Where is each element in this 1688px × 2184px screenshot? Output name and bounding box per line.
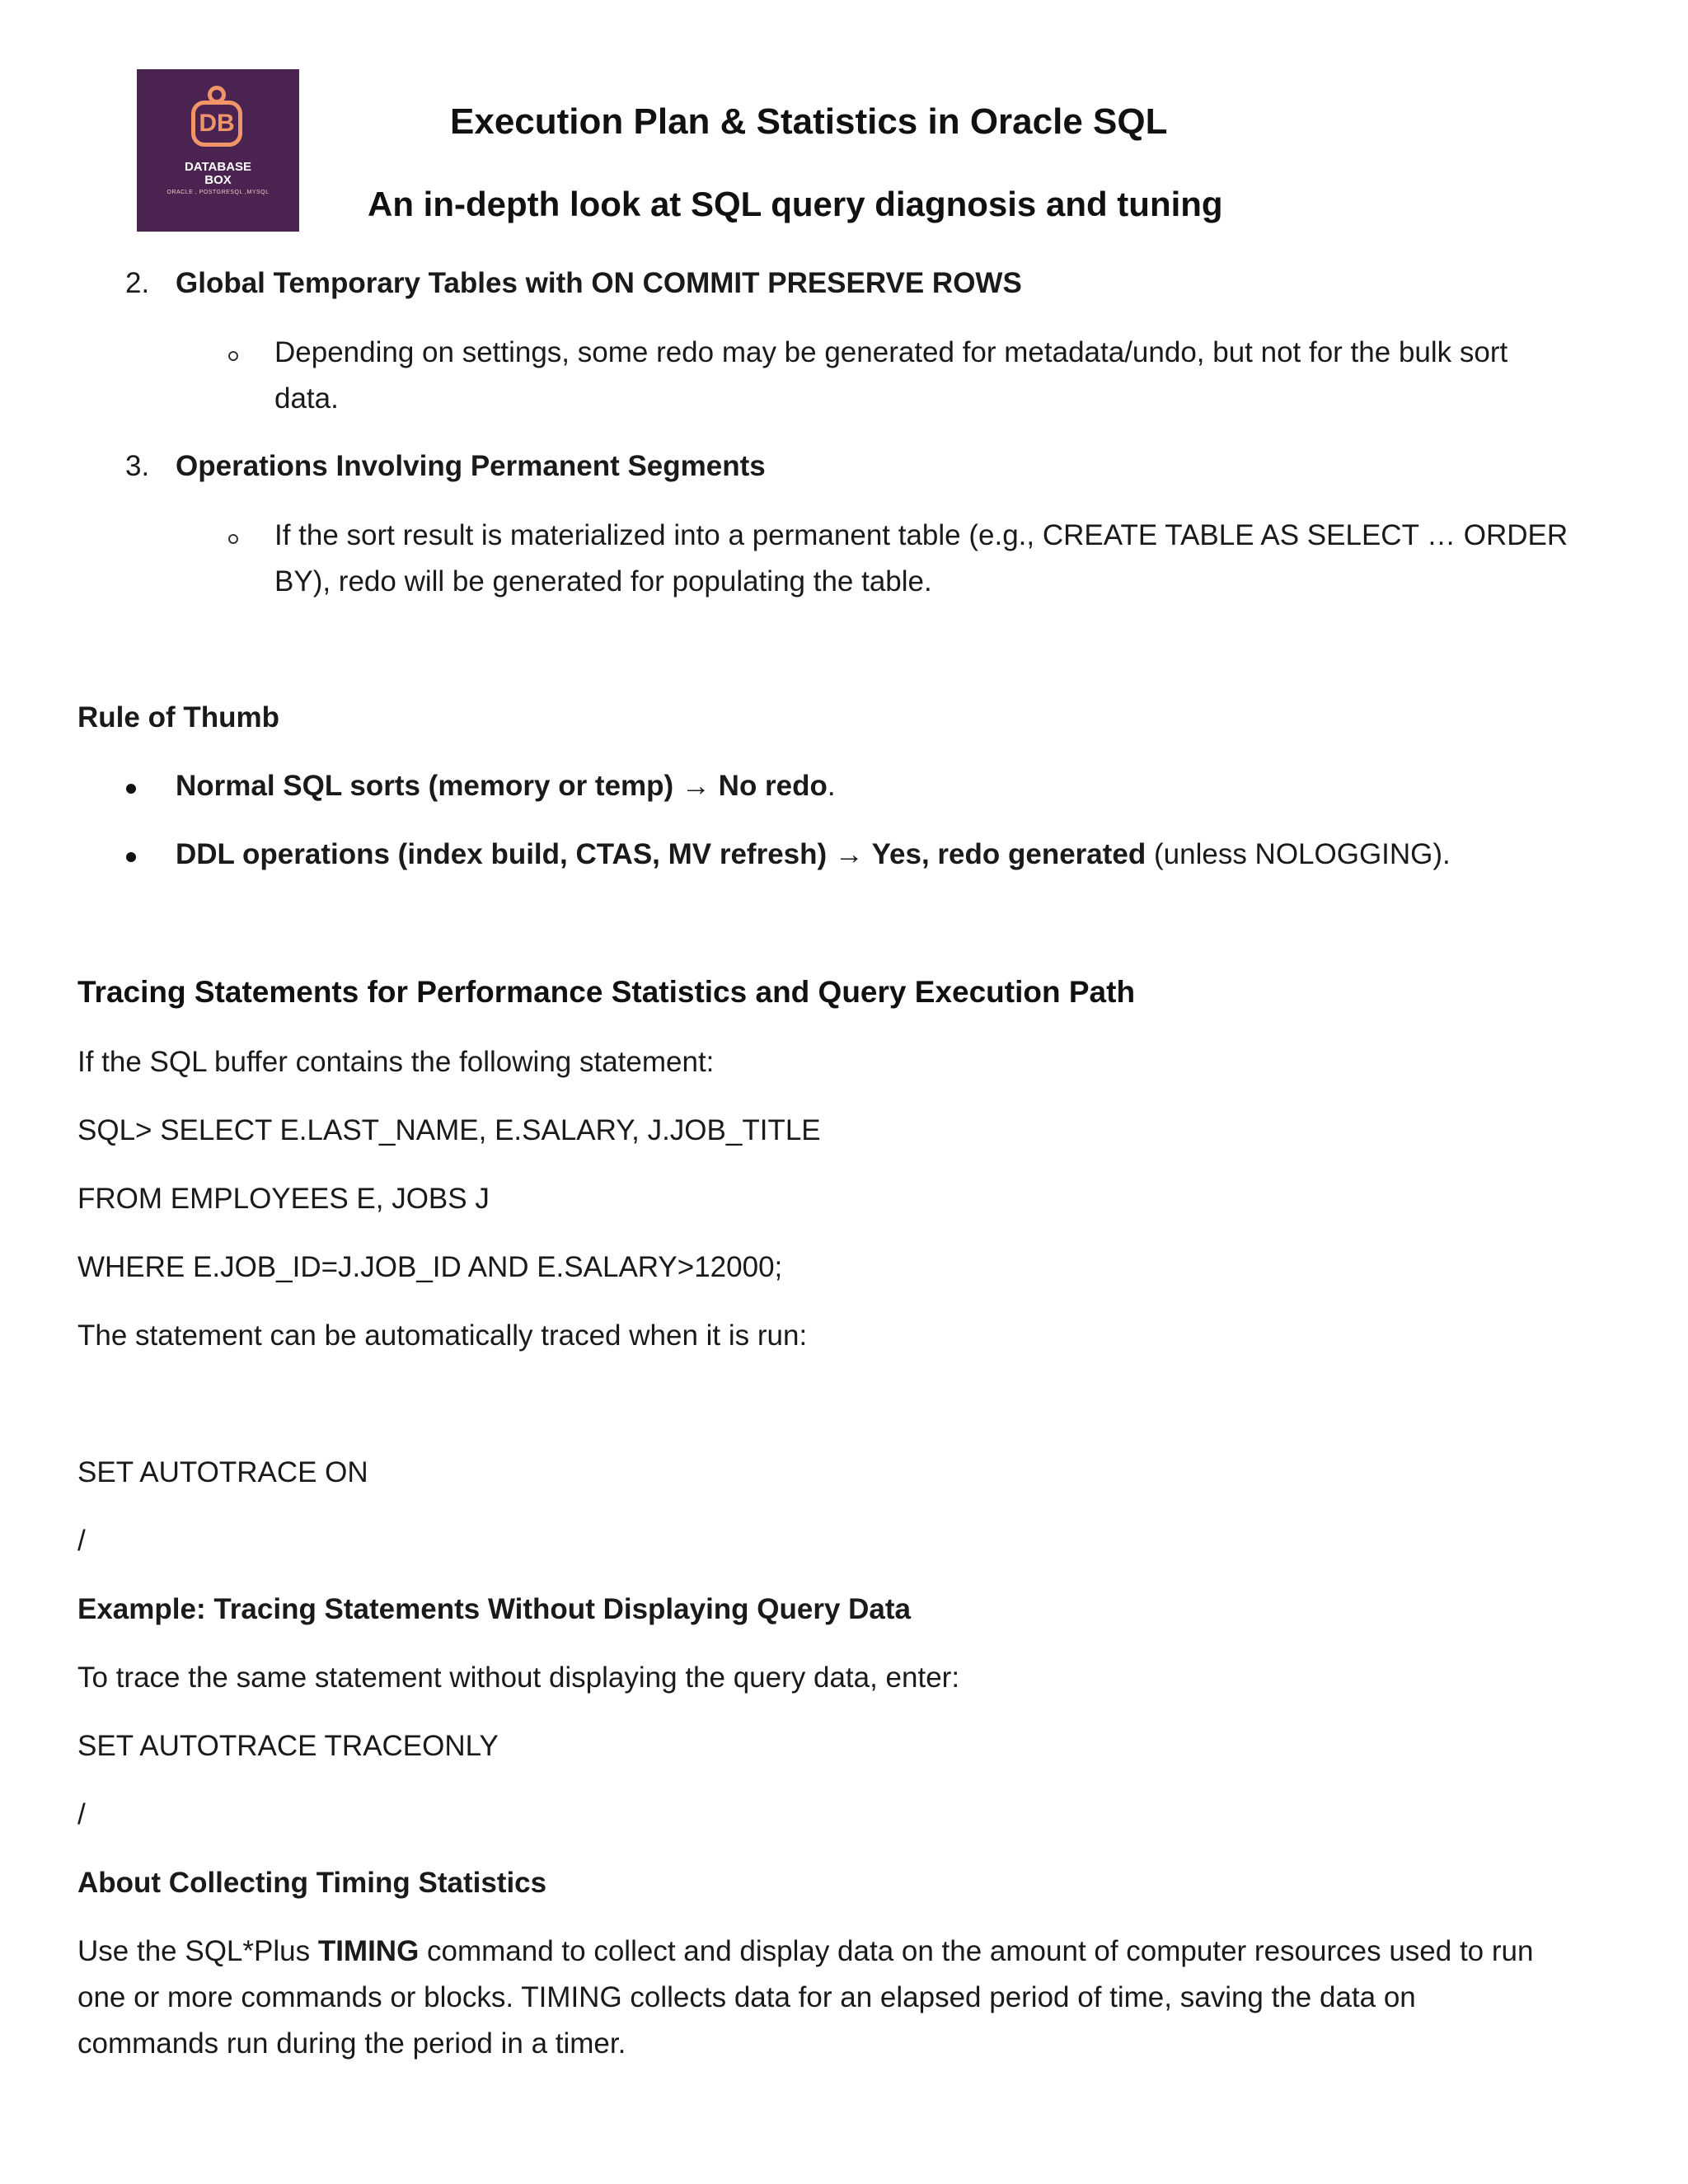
list-subitem-2-line1: Depending on settings, some redo may be generated for metadata/undo, but not for the bulk sort — [274, 336, 1508, 368]
list-number-3: 3. — [125, 450, 150, 482]
bullet-dot-icon — [126, 784, 136, 794]
timing-paragraph-line1 — [77, 1935, 1533, 1968]
circle-bullet-icon — [228, 534, 238, 544]
page-subtitle: An in-depth look at SQL query diagnosis and tuning — [368, 185, 1223, 223]
list-subitem-3-line2: BY), redo will be generated for populating the table. — [274, 565, 932, 598]
command-autotrace-traceonly: SET AUTOTRACE TRACEONLY — [77, 1730, 499, 1762]
command-autotrace-on: SET AUTOTRACE ON — [77, 1456, 368, 1488]
timing-text-b: command to collect and display data on the amount of computer resources used to run — [419, 1935, 1534, 1967]
sql-line-1: SQL> SELECT E.LAST_NAME, E.SALARY, J.JOB_TITLE — [77, 1114, 821, 1146]
list-heading-3: Operations Involving Permanent Segments — [176, 450, 766, 482]
database-box-logo — [137, 69, 299, 232]
timing-paragraph-line3: commands run during the period in a timer. — [77, 2027, 626, 2060]
arrow-icon: → — [673, 770, 719, 802]
timing-keyword: TIMING — [317, 1935, 420, 1967]
example-heading: Example: Tracing Statements Without Displaying Query Data — [77, 1593, 912, 1625]
logo-badge: DB — [191, 101, 242, 147]
list-heading-2: Global Temporary Tables with ON COMMIT PRESERVE ROWS — [176, 267, 1022, 299]
command-slash-1: / — [77, 1525, 86, 1557]
page-title: Execution Plan & Statistics in Oracle SQL — [450, 101, 1168, 142]
rule-bullet-1-end: . — [827, 770, 836, 802]
circle-bullet-icon — [228, 351, 238, 361]
sql-line-3: WHERE E.JOB_ID=J.JOB_ID AND E.SALARY>12000; — [77, 1251, 783, 1283]
command-slash-2: / — [77, 1798, 86, 1830]
list-number-2: 2. — [125, 267, 150, 299]
timing-heading: About Collecting Timing Statistics — [77, 1867, 547, 1899]
logo-name-line2: BOX — [204, 173, 232, 187]
autotrace-text: The statement can be automatically traced when it is run: — [77, 1319, 808, 1352]
rule-of-thumb-heading: Rule of Thumb — [77, 701, 279, 733]
bullet-dot-icon — [126, 852, 136, 862]
tracing-intro: If the SQL buffer contains the following statement: — [77, 1046, 715, 1078]
rule-bullet-2-end: (unless NOLOGGING). — [1146, 838, 1451, 870]
rule-bullet-1-bold: Normal SQL sorts (memory or temp) — [176, 770, 674, 802]
list-subitem-3-line1: If the sort result is materialized into a permanent table (e.g., CREATE TABLE AS SELECT … ORDER — [274, 519, 1568, 551]
rule-bullet-2 — [176, 838, 1451, 871]
example-text: To trace the same statement without displaying the query data, enter: — [77, 1661, 960, 1694]
list-subitem-2-line2: data. — [274, 382, 339, 415]
rule-bullet-1 — [176, 770, 836, 803]
timing-paragraph-line2: one or more commands or blocks. TIMING collects data for an elapsed period of time, saving the data on — [77, 1981, 1416, 2013]
tracing-heading: Tracing Statements for Performance Statistics and Query Execution Path — [77, 975, 1136, 1009]
logo-tagline: ORACLE , POSTGRESQL ,MYSQL — [166, 190, 270, 195]
timing-text-a: Use the SQL*Plus — [77, 1935, 318, 1967]
logo-name-line1: DATABASE — [184, 160, 252, 174]
arrow-icon: → — [827, 838, 872, 870]
rule-bullet-2-bold: DDL operations (index build, CTAS, MV refresh) — [176, 838, 828, 870]
rule-bullet-1-bold2: No redo — [718, 770, 828, 802]
rule-bullet-2-bold2: Yes, redo generated — [871, 838, 1146, 870]
sql-line-2: FROM EMPLOYEES E, JOBS J — [77, 1183, 490, 1215]
